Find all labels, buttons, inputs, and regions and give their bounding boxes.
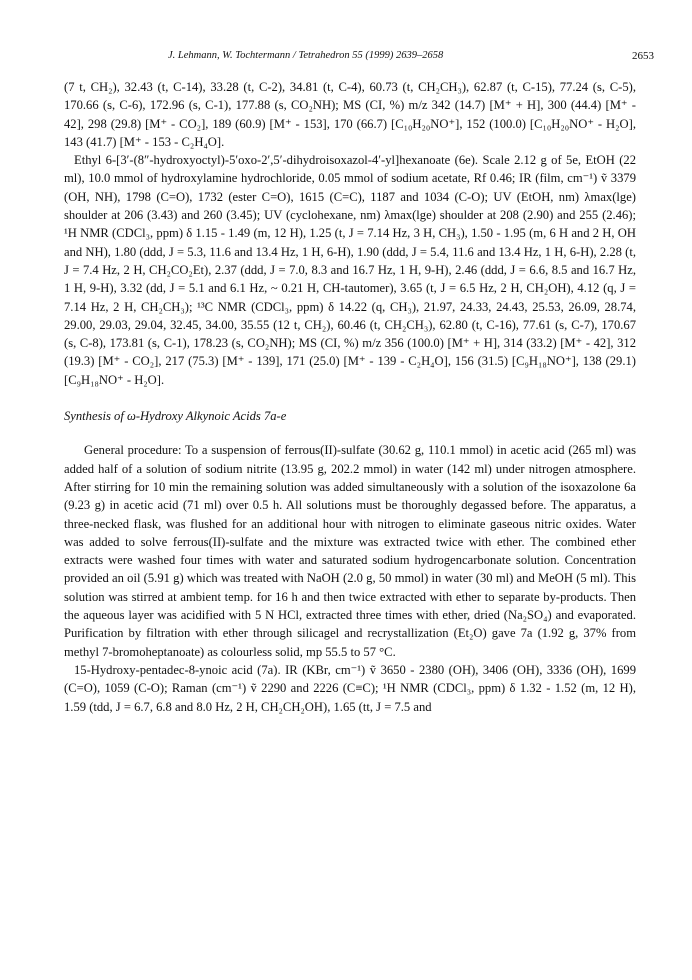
paragraph-compound-6e: Ethyl 6-[3′-(8″-hydroxyoctyl)-5′oxo-2′,5′-dihydroisoxazol-4′-yl]hexanoate (6e). Scale 2.12 g of 5e, EtOH (22 ml), 10.0 mmol of hydroxylamine hydrochloride, 0.05 mmol of sodium acetate, Rf 0.46; IR (film, cm⁻¹) ṽ 3379 (OH, NH), 1798 (C=O), 1732 (ester C=O), 1615 (C=C), 1187 and 1034 (C-O); UV (EtOH, nm) λmax(lge) shoulder at 206 (3.43) and 260 (3.45); UV (cyclohexane, nm) λmax(lge) shoulder at 208 (2.90) and 255 (2.46); ¹H NMR (CDCl₃, ppm) δ 1.15 - 1.49 (m, 12 H), 1.25 (t, J = 7.14 Hz, 3 H, CH₃), 1.50 - 1.95 (m, 6 H and 2 H, OH and NH), 1.80 (ddd, J = 5.3, 11.6 and 13.4 Hz, 1 H, 6-H), 1.90 (ddd, J = 5.4, 11.6 and 13.4 Hz, 1 H, 6-H), 2.28 (t, J = 7.4 Hz, 2 H, CH₂CO₂Et), 2.37 (ddd, J = 7.0, 8.3 and 16.7 Hz, 1 H, 9-H), 2.46 (ddd, J = 6.6, 8.5 and 16.7 Hz, 1 H, 9-H), 3.32 (dd, J = 5.1 and 6.1 Hz, ~ 0.21 H, CH-tautomer), 3.65 (t, J = 6.5 Hz, 2 H, CH₂OH), 4.12 (q, J = 7.14 Hz, 2 H, CH₂CH₃); ¹³C NMR (CDCl₃, ppm) δ 14.22 (q, CH₃), 21.97, 24.33, 24.43, 25.53, 26.09, 28.74, 29.00, 29.03, 29.04, 32.45, 34.00, 35.55 (12 t, CH₂), 60.46 (t, CH₂CH₃), 62.80 (t, C-16), 77.61 (s, C-7), 170.67 (s, C-8), 173.81 (s, C-1), 178.23 (s, CO₂NH); MS (CI, %) m/z 356 (100.0) [M⁺ + H], 314 (33.2) [M⁺ - 42], 312 (19.3) [M⁺ - CO₂], 217 (75.3) [M⁺ - 139], 171 (25.0) [M⁺ - 139 - C₂H₄O], 156 (31.5) [C₉H₁₈NO⁺], 138 (29.1) [C₉H₁₈NO⁺ - H₂O].: [64, 153, 636, 387]
running-header: [168, 50, 654, 61]
page-number: 2653: [632, 50, 654, 62]
article-body: [64, 78, 636, 716]
paragraph-general-procedure: General procedure: To a suspension of ferrous(II)-sulfate (30.62 g, 110.1 mmol) in acetic acid (265 ml) was added half of a solution of sodium nitrite (13.95 g, 202.2 mmol) in water (142 ml) under nitrogen atmosphere. After stirring for 10 min the remaining solution was added simultaneously with a solution of the isoxazolone 6a (9.23 g) in acetic acid (71 ml) over 0.5 h. All solutions must be thoroughly degassed before. The apparatus, a three-necked flask, was flushed for an additional hour with nitrogen to eliminate gaseous nitric oxides. Water was added to solve ferrous(II)-sulfate and the mixture was extracted twice with ether. The combined ether extracts were washed four times with water and saturated sodium hydrogencarbonate solution. Concentration provided an oil (5.91 g) which was treated with NaOH (2.0 g, 50 mmol) in water (30 ml) and MeOH (5 ml). This solution was stirred at ambient temp. for 16 h and then twice extracted with ether to separate by-products. Then the aqueous layer was acidified with 5 N HCl, extracted three times with ether, dried (Na₂SO₄) and evaporated. Purification by filtration with ether through silicagel and recrystallization (Et₂O) gave 7a (1.92 g, 37% from methyl 7-bromoheptanoate) as colourless solid, mp 55.5 to 57 °C.: [64, 443, 636, 659]
running-title: J. Lehmann, W. Tochtermann / Tetrahedron 55 (1999) 2639–2658: [168, 50, 444, 61]
paragraph-compound-7a: 15-Hydroxy-pentadec-8-ynoic acid (7a). IR (KBr, cm⁻¹) ṽ 3650 - 2380 (OH), 3406 (OH), 3336 (OH), 1699 (C=O), 1059 (C-O); Raman (cm⁻¹) ṽ 2290 and 2226 (C≡C); ¹H NMR (CDCl₃, ppm) δ 1.32 - 1.52 (m, 12 H), 1.59 (tdd, J = 6.7, 6.8 and 8.0 Hz, 2 H, CH₂CH₂OH), 1.65 (tt, J = 7.5 and: [64, 662, 636, 714]
paragraph-continued-data: (7 t, CH₂), 32.43 (t, C-14), 33.28 (t, C-2), 34.81 (t, C-4), 60.73 (t, CH₂CH₃), 62.87 (t, C-15), 77.24 (s, C-5), 170.66 (s, C-6), 172.96 (s, C-1), 177.88 (s, CO₂NH); MS (CI, %) m/z 342 (14.7) [M⁺ + H], 300 (44.4) [M⁺ - 42], 298 (29.8) [M⁺ - CO₂], 189 (60.9) [M⁺ - 153], 170 (66.7) [C₁₀H₂₀NO⁺], 152 (100.0) [C₁₀H₂₀NO⁺ - H₂O], 143 (41.7) [M⁺ - 153 - C₂H₄O].: [64, 80, 636, 149]
section-heading: Synthesis of ω-Hydroxy Alkynoic Acids 7a-e: [64, 409, 287, 424]
